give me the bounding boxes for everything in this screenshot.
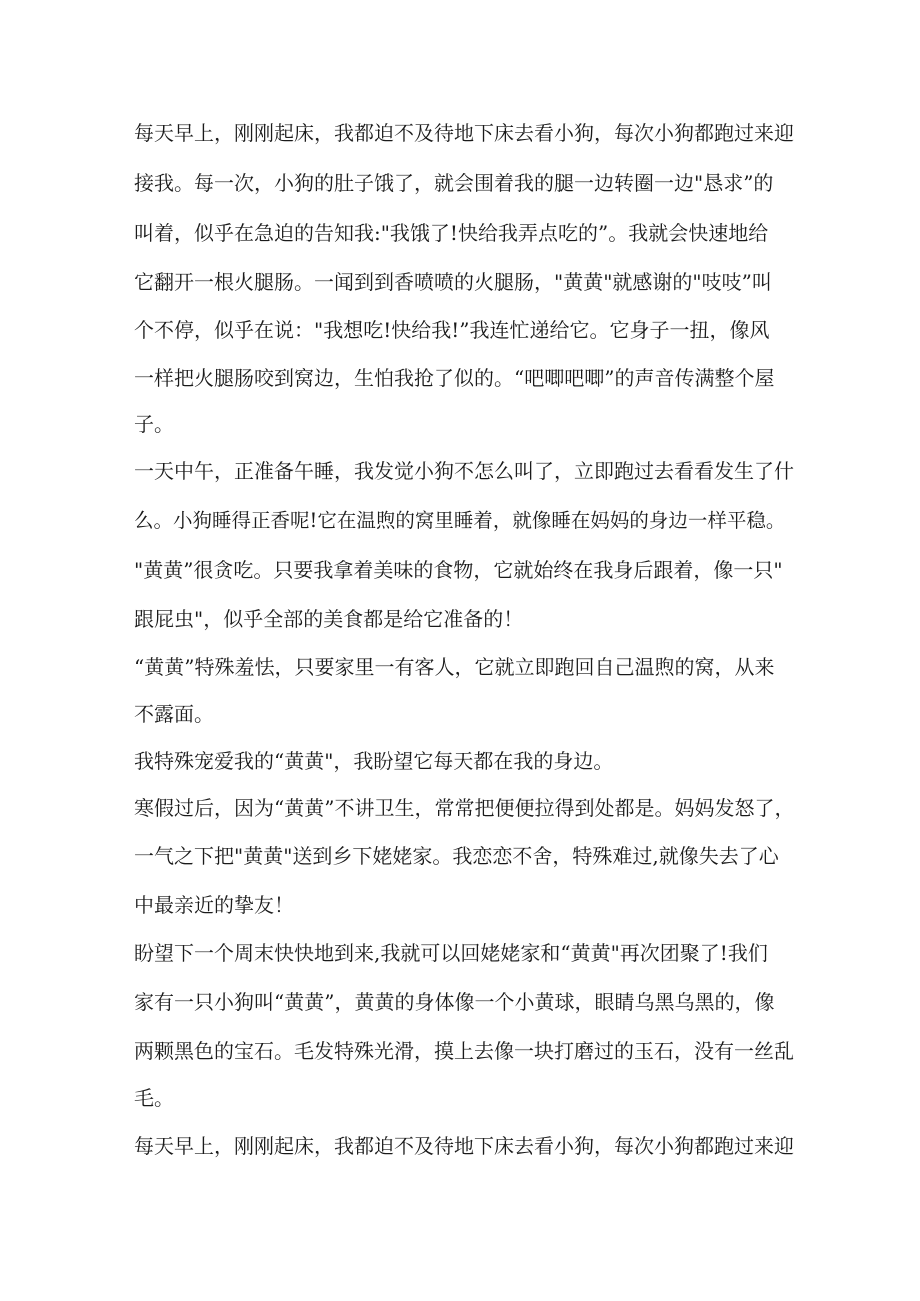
text-line-1: 每天早上，刚刚起床，我都迫不及待地下床去看小狗，每次小狗都跑过来迎 [134,121,794,145]
text-line-16: 一气之下把"黄黄"送到乡下姥姥家。我恋恋不舍，特殊难过,就像失去了心 [134,844,779,868]
text-line-11: 跟屁虫"，似乎全部的美食都是给它准备的！ [134,607,524,631]
text-line-13: 不露面。 [134,702,214,726]
text-line-8: 一天中午，正准备午睡，我发觉小狗不怎么叫了，立即跑过去看看发生了什 [134,459,794,483]
text-line-20: 两颗黑色的宝石。毛发特殊光滑，摸上去像一块打磨过的玉石，没有一丝乱 [134,1039,794,1063]
text-line-6: 一样把火腿肠咬到窝边，生怕我抢了似的。“吧唧吧唧”的声音传满整个屋 [134,366,775,390]
text-line-2: 接我。每一次，小狗的肚子饿了，就会围着我的腿一边转圈一边"恳求”的 [134,171,774,195]
text-line-10: "黄黄”很贪吃。只要我拿着美味的食物，它就始终在我身后跟着，像一只" [134,558,783,582]
text-line-21: 毛。 [134,1086,174,1110]
text-line-5: 个不停，似乎在说："我想吃!快给我!”我连忙递给它。它身子一扭，像风 [134,318,770,342]
text-line-19: 家有一只小狗叫“黄黄”，黄黄的身体像一个小黄球，眼睛乌黑乌黑的，像 [134,990,775,1014]
text-line-7: 子。 [134,412,174,436]
text-line-4: 它翻开一根火腿肠。一闻到到香喷喷的火腿肠，"黄黄"就感谢的"吱吱”叫 [134,270,772,294]
text-line-18: 盼望下一个周末快快地到来,我就可以回姥姥家和“黄黄"再次团聚了!我们 [134,941,768,965]
text-line-9: 么。小狗睡得正香呢!它在温煦的窝里睡着，就像睡在妈妈的身边一样平稳。 [134,509,786,532]
text-line-12: “黄黄”特殊羞怯，只要家里一有客人，它就立即跑回自己温煦的窝，从来 [134,655,775,679]
text-line-17: 中最亲近的挚友！ [134,893,294,917]
text-line-3: 叫着，似乎在急迫的告知我:"我饿了!快给我弄点吃的”。我就会快速地给 [134,221,769,245]
text-line-22: 每天早上，刚刚起床，我都迫不及待地下床去看小狗，每次小狗都跑过来迎 [134,1134,794,1158]
text-line-15: 寒假过后，因为“黄黄”不讲卫生，常常把便便拉得到处都是。妈妈发怒了， [134,796,795,820]
text-line-14: 我特殊宠爱我的“黄黄"，我盼望它每天都在我的身边。 [134,749,614,773]
